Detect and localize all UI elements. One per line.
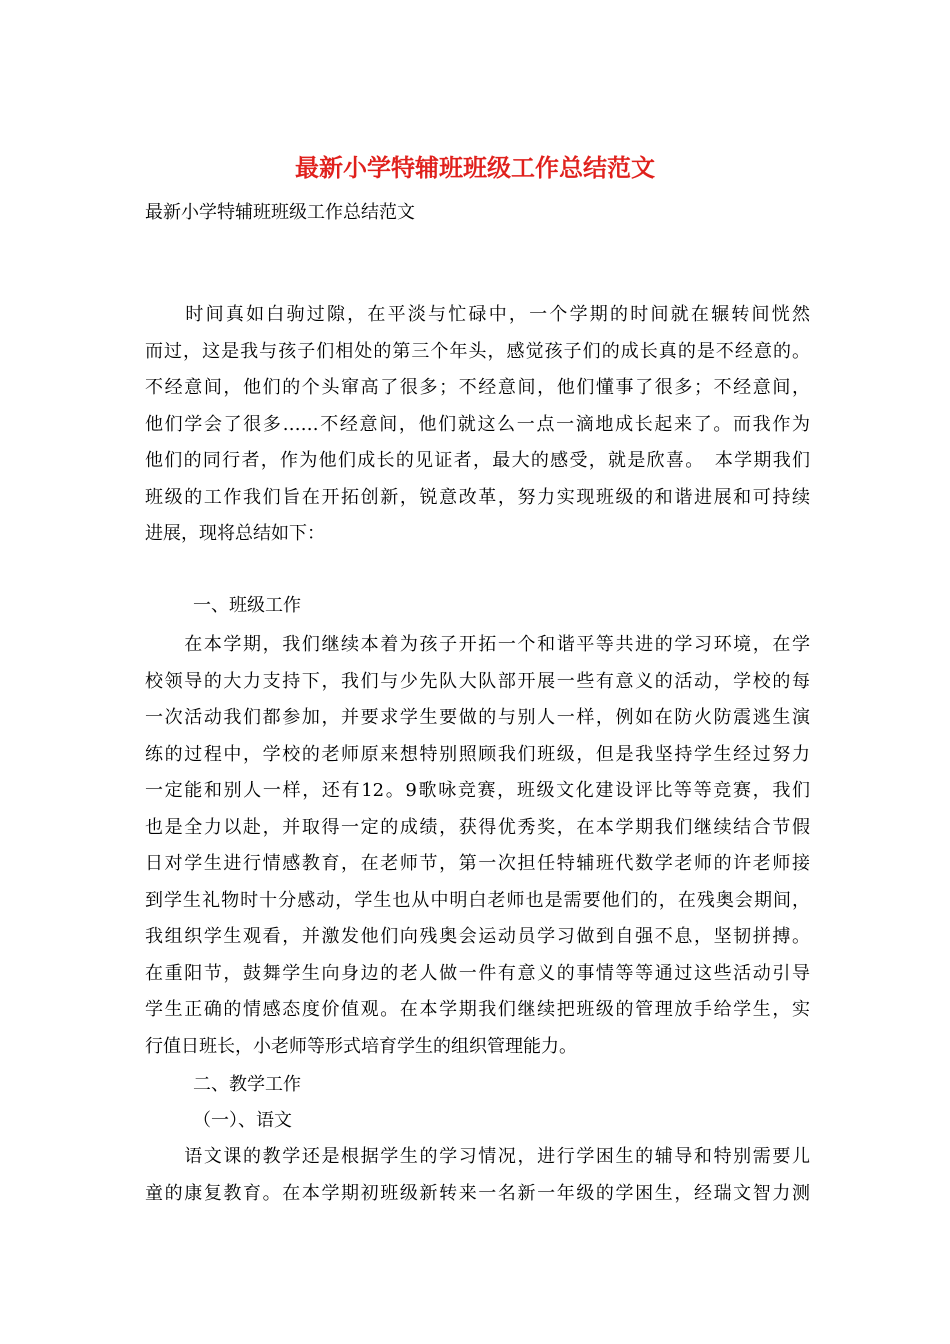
paragraph-line: 一定能和别人一样，还有12。9歌咏竞赛，班级文化建设评比等等竞赛，我们 [145,780,810,801]
paragraph-line: 班级的工作我们旨在开拓创新，锐意改革，努力实现班级的和谐进展和可持续 [145,486,810,508]
paragraph-line: 练的过程中，学校的老师原来想特别照顾我们班级，但是我坚持学生经过努力 [145,743,810,765]
paragraph-line: 校领导的大力支持下，我们与少先队大队部开展一些有意义的活动，学校的每 [145,670,810,692]
document-subtitle: 最新小学特辅班班级工作总结范文 [145,202,415,223]
paragraph-line: 一次活动我们都参加，并要求学生要做的与别人一样，例如在防火防震逃生演 [145,707,810,728]
paragraph-line: 行值日班长，小老师等形式培育学生的组织管理能力。 [145,1035,577,1057]
document-title: 最新小学特辅班班级工作总结范文 [295,153,655,182]
paragraph-line: 在重阳节，鼓舞学生向身边的老人做一件有意义的事情等等通过这些活动引导 [145,962,810,984]
sub-heading-chinese: （一）、语文 [193,1110,292,1131]
chinese-paragraph [145,1139,810,1212]
paragraph-line: 也是全力以赴，并取得一定的成绩，获得优秀奖，在本学期我们继续结合节假 [145,816,810,838]
paragraph-line: 时间真如白驹过隙，在平淡与忙碌中，一个学期的时间就在辗转间恍然 [145,304,810,325]
paragraph-line: 在本学期，我们继续本着为孩子开拓一个和谐平等共进的学习环境，在学 [145,634,810,655]
paragraph-line: 他们的同行者，作为他们成长的见证者，最大的感受，就是欣喜。 本学期我们 [145,450,810,471]
paragraph-line: 不经意间，他们的个头窜高了很多；不经意间，他们懂事了很多；不经意间， [145,377,810,398]
section-heading-class-work: 一、班级工作 [193,595,301,616]
section-heading-teaching-work: 二、教学工作 [193,1074,301,1095]
paragraph-line: 而过，这是我与孩子们相处的第三个年头，感觉孩子们的成长真的是不经意的。 [145,340,810,362]
paragraph-line: 到学生礼物时十分感动，学生也从中明白老师也是需要他们的，在残奥会期间， [145,889,810,911]
paragraph-line: 进展，现将总结如下： [145,523,325,544]
intro-paragraph [145,297,810,553]
paragraph-line: 他们学会了很多……不经意间，他们就这么一点一滴地成长起来了。而我作为 [145,413,810,435]
paragraph-line: 语文课的教学还是根据学生的学习情况，进行学困生的辅导和特别需要儿 [145,1146,810,1167]
paragraph-line: 学生正确的情感态度价值观。在本学期我们继续把班级的管理放手给学生，实 [145,999,810,1020]
paragraph-line: 日对学生进行情感教育，在老师节，第一次担任特辅班代数学老师的许老师接 [145,853,810,874]
class-work-paragraph [145,627,810,1065]
paragraph-line: 童的康复教育。在本学期初班级新转来一名新一年级的学困生，经瑞文智力测 [145,1182,810,1204]
paragraph-line: 我组织学生观看，并激发他们向残奥会运动员学习做到自强不息，坚韧拼搏。 [145,926,810,947]
